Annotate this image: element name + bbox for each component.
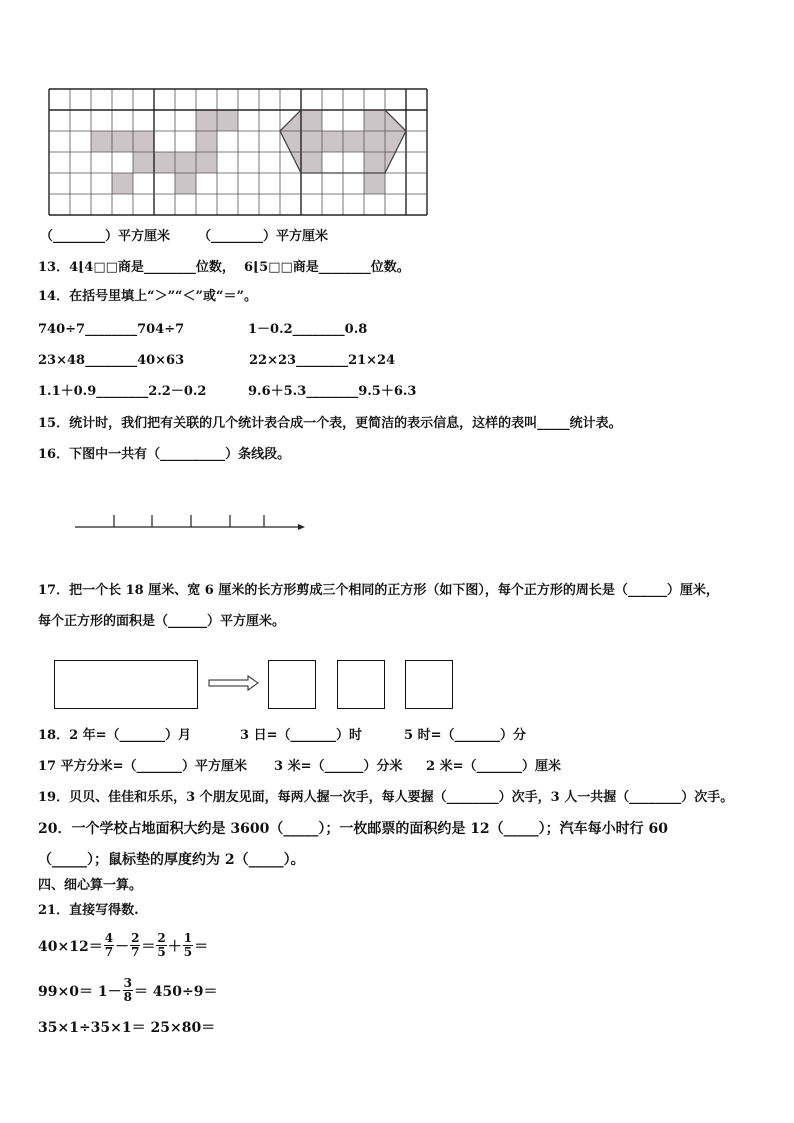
q17-line2: 每个正方形的面积是（______）平方厘米。 (38, 614, 286, 629)
shaded-cell (133, 152, 154, 173)
q18-e: 3 米=（______）分米 (274, 759, 403, 774)
q16-text: 16．下图中一共有（__________）条线段。 (38, 447, 291, 462)
shaded-cell (196, 152, 217, 173)
shaded-cell (364, 152, 385, 173)
rectangle-figure (54, 660, 198, 709)
numerator: 2 (131, 931, 140, 945)
q20-line1: 20．一个学校占地面积大约是 3600（_____）；一枚邮票的面积约是 12（_____）；汽车每小时行 60 (38, 821, 669, 837)
shaded-cell (175, 152, 196, 173)
denominator: 7 (131, 945, 140, 959)
shaded-cell (364, 131, 385, 152)
q21-row2 (38, 977, 218, 1004)
shaded-cell (91, 131, 112, 152)
q21-row3: 35×1÷35×1＝ 25×80＝ (38, 1020, 216, 1036)
q19-text: 19．贝贝、佳佳和乐乐，3 个朋友见面，每两人握一次手，每人要握（________）次手，3 人一共握（________）次手。 (38, 790, 734, 805)
denominator: 8 (123, 990, 132, 1004)
expr: 99×0＝ 1－ (38, 983, 122, 1000)
q12-answer-1: （________）平方厘米 (40, 229, 171, 244)
shaded-cell (175, 173, 196, 194)
q14-row2-left: 23×48________40×63 (38, 353, 185, 368)
q14-row1-left: 740÷7________704÷7 (38, 322, 185, 337)
fraction (130, 932, 140, 959)
q12-answer-2: （________）平方厘米 (198, 229, 329, 244)
expr: 40×12＝ (38, 938, 103, 955)
shaded-triangle (280, 110, 301, 173)
denominator: 5 (157, 945, 166, 959)
operator: ＝ (141, 938, 156, 955)
numerator: 2 (157, 931, 166, 945)
q18-a: 18．2 年=（_______）月 (38, 728, 192, 743)
q14-row3-left: 1.1＋0.9________2.2－0.2 (38, 384, 207, 399)
q14-row2-right: 22×23________21×24 (249, 353, 396, 368)
numerator: 3 (123, 976, 132, 990)
shaded-cell (301, 152, 322, 173)
q14-title: 14．在括号里填上“＞”“＜”或“＝”。 (38, 289, 257, 304)
shaded-cell (301, 110, 322, 131)
numerator: 1 (183, 931, 193, 945)
shaded-cell (364, 173, 385, 194)
area-grid-figure (48, 88, 430, 216)
q17-line1: 17．把一个长 18 厘米、宽 6 厘米的长方形剪成三个相同的正方形（如下图），每个正方形的周长是（______）厘米， (38, 583, 719, 598)
shaded-cell (112, 173, 133, 194)
right-arrow-icon (208, 675, 260, 691)
section-4-heading: 四、细心算一算。 (38, 878, 143, 893)
fraction (123, 977, 133, 1004)
q14-row3-right: 9.6＋5.3________9.5＋6.3 (248, 384, 417, 399)
denominator: 5 (183, 945, 193, 959)
shaded-cell (343, 131, 364, 152)
fraction (104, 932, 114, 959)
q13-text: 13．4⌊4□□商是________位数， 6⌊5□□商是________位数。 (38, 260, 410, 275)
square-figure-1 (268, 660, 316, 709)
shaded-cell (133, 131, 154, 152)
q18-c: 5 时=（_______）分 (404, 728, 526, 743)
shaded-cell (301, 131, 322, 152)
fraction (156, 932, 166, 959)
shaded-cell (196, 131, 217, 152)
q20-line2: （_____）；鼠标垫的厚度约为 2（_____）。 (38, 852, 305, 868)
shaded-cell (154, 152, 175, 173)
operator: － (115, 938, 130, 955)
shaded-triangle (385, 110, 406, 173)
q18-d: 17 平方分米=（_______）平方厘米 (38, 759, 248, 774)
shaded-cell (112, 131, 133, 152)
q21-row1 (38, 932, 208, 959)
q15-text: 15．统计时，我们把有关联的几个统计表合成一个表，更简洁的表示信息，这样的表叫_____统计表。 (38, 416, 622, 431)
shaded-cell (322, 131, 343, 152)
shaded-cell (364, 110, 385, 131)
square-figure-3 (405, 660, 453, 709)
q21-title: 21．直接写得数. (38, 903, 139, 918)
operator: ＋ (167, 938, 182, 955)
shaded-cell (196, 110, 217, 131)
fraction (183, 932, 193, 959)
line-segment-figure (70, 510, 310, 535)
q14-row1-right: 1－0.2________0.8 (248, 322, 368, 337)
expr: ＝ 450÷9＝ (133, 983, 218, 1000)
q18-f: 2 米=（_______）厘米 (426, 759, 561, 774)
operator: ＝ (194, 938, 209, 955)
q18-b: 3 日=（_______）时 (240, 728, 362, 743)
shaded-cell (217, 110, 238, 131)
numerator: 4 (104, 931, 114, 945)
denominator: 7 (104, 945, 114, 959)
square-figure-2 (337, 660, 385, 709)
